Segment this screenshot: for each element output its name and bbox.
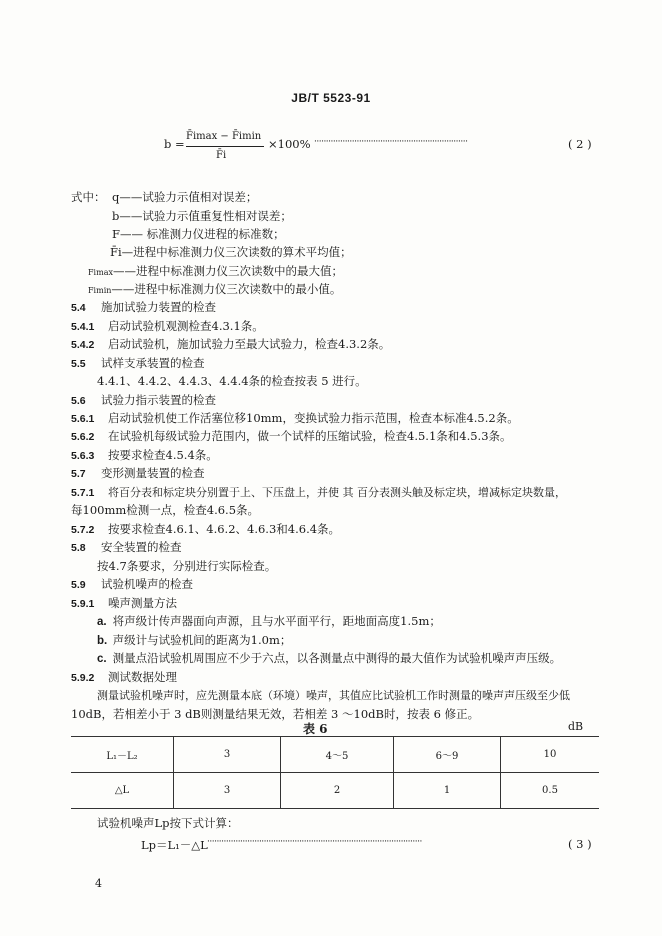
section-5-7-1-cont: 每100mm检测一点，检查4.6.5条。 [71,503,260,517]
table-cell: 4～5 [281,737,394,773]
section-5-9-2-body-line1: 测量试验机噪声时，应先测量本底（环境）噪声，其值应比试验机工作时测量的噪声声压级至少低 [97,689,570,702]
section-5-9-2: 5.9.2 测试数据处理 [71,670,177,684]
section-5-6-heading: 5.6 试验力指示装置的检查 [71,393,216,407]
table-cell: 3 [174,773,281,809]
def-fimin: Fimin——进程中标准测力仪三次读数中的最小值。 [88,282,342,296]
section-5-4-heading: 5.4 施加试验力装置的检查 [71,300,216,314]
section-5-9-heading: 5.9 试验机噪声的检查 [71,577,193,591]
table-cell: 2 [281,773,394,809]
list-item-a: a. 将声级计传声器面向声源，且与水平面平行，距地面高度1.5m； [97,614,441,628]
def-fimax: Fimax——进程中标准测力仪三次读数中的最大值； [88,264,343,278]
formula-2-denominator: F̄i [216,150,227,161]
formula-2-dots: ································································· [314,137,468,147]
section-5-6-3: 5.6.3 按要求检查4.5.4条。 [71,448,218,462]
section-5-7-heading: 5.7 变形测量装置的检查 [71,466,205,480]
section-5-6-1: 5.6.1 启动试验机使工作活塞位移10mm，变换试验力指示范围，检查本标准4.5.2条。 [71,411,519,425]
table-row [71,773,599,809]
def-fi: F̄i—进程中标准测力仪三次读数的算术平均值； [110,245,352,259]
formula-2-number: ( 2 ) [568,137,592,151]
table-6-unit: dB [568,720,584,733]
section-5-4-1: 5.4.1 启动试验机观测检查4.3.1条。 [71,319,264,333]
page-number: 4 [95,877,102,890]
formula-2-numerator: F̄imax − F̄imin [186,131,262,142]
def-b: b——试验力示值重复性相对误差； [112,209,292,223]
section-5-5-heading: 5.5 试样支承装置的检查 [71,356,205,370]
list-item-b: b. 声级计与试验机间的距离为1.0m； [97,633,292,647]
section-5-5-body: 4.4.1、4.4.2、4.4.3、4.4.4条的检查按表 5 进行。 [97,374,367,388]
section-5-9-2-body-line2: 10dB，若相差小于 3 dB则测量结果无效，若相差 3 ～10dB时，按表 6 修正。 [71,707,480,721]
defs-intro: 式中： [71,190,106,204]
table-cell: 6～9 [394,737,501,773]
section-5-6-2: 5.6.2 在试验机每级试验力范围内，做一个试样的压缩试验，检查4.5.1条和4.5.3条。 [71,429,512,443]
table-cell: 0.5 [501,773,600,809]
section-5-7-1: 5.7.1 将百分表和标定块分别置于上、下压盘上，并使 其 百分表测头触及标定块，增减标定块数量， [71,486,566,499]
formula-3-intro: 试验机噪声Lp按下式计算： [97,816,239,830]
table-row-head: △L [71,773,174,809]
list-item-c: c. 测量点沿试验机周围应不少于六点，以各测量点中测得的最大值作为试验机噪声声压级。 [97,651,562,665]
table-row-head: L₁－L₂ [71,737,174,773]
section-5-8-heading: 5.8 安全装置的检查 [71,540,182,554]
formula-3-dots: ··························································································· [207,837,422,847]
fraction-bar [186,146,264,147]
table-row [71,737,599,773]
table-cell: 1 [394,773,501,809]
table-cell: 10 [501,737,600,773]
section-5-8-body: 按4.7条要求，分别进行实际检查。 [97,559,277,573]
formula-2-times: ×100% [268,137,311,151]
formula-2 [164,131,624,171]
section-5-7-2: 5.7.2 按要求检查4.6.1、4.6.2、4.6.3和4.6.4条。 [71,522,341,536]
formula-3-expr: Lp＝L₁－△L [141,838,208,852]
table-6 [71,736,599,809]
table-cell: 3 [174,737,281,773]
formula-2-lhs: b = [164,137,185,151]
table-6-title: 表 6 [303,722,328,736]
def-f: F—— 标准测力仪进程的标准数； [112,227,285,241]
formula-3-number: ( 3 ) [568,837,592,851]
document-code: JB/T 5523-91 [291,91,371,105]
def-q: q——试验力示值相对误差； [112,190,258,204]
section-5-9-1: 5.9.1 噪声测量方法 [71,596,177,610]
section-5-4-2: 5.4.2 启动试验机，施加试验力至最大试验力，检查4.3.2条。 [71,337,391,351]
